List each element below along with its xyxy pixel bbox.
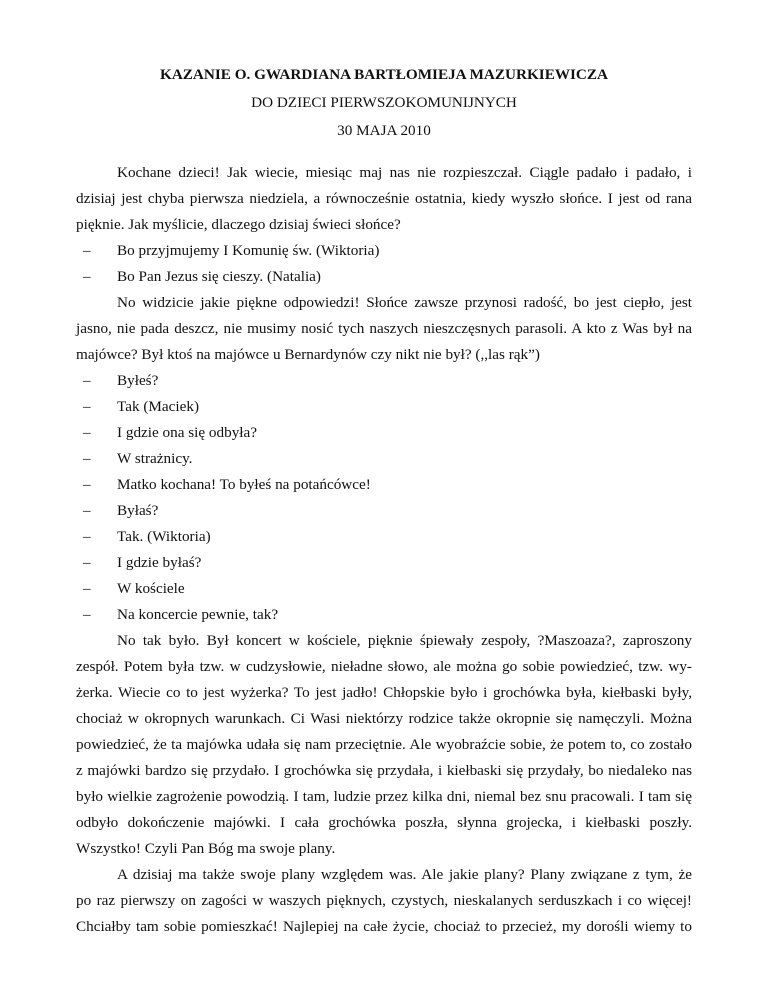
paragraph-line: pięknie. Jak myślicie, dlaczego dzisiaj świeci słońce? (76, 216, 401, 233)
dialogue-line: I gdzie byłaś? (117, 554, 202, 571)
paragraph-line: Chciałby tam sobie pomieszkać! Najlepiej na całe życie, chociaż to przecież, my dorośli wiemy to (76, 918, 692, 935)
paragraph-line: Wszystko! Czyli Pan Bóg ma swoje plany. (76, 840, 336, 857)
sermon-subtitle: DO DZIECI PIERWSZOKOMUNIJNYCH (251, 94, 517, 111)
paragraph-line: chociaż w okropnych warunkach. Ci Wasi niektórzy rodzice także okropnie się namęczyli. Można (76, 710, 692, 727)
dialogue-line: Tak (Maciek) (117, 398, 200, 415)
paragraph-line: jasno, nie pada deszcz, nie musimy nosić tych naszych nieszczęsnych parasoli. A kto z Was był na (76, 320, 692, 337)
paragraph-line: żerka. Wiecie co to jest wyżerka? To jest jadło! Chłopskie było i grochówka była, kiełbaski były, (76, 684, 692, 701)
dialogue-line: Bo Pan Jezus się cieszy. (Natalia) (117, 268, 321, 285)
dialogue-dash: – (83, 372, 91, 389)
dialogue-dash: – (83, 398, 91, 415)
dialogue-line: W kościele (117, 580, 185, 597)
dialogue-dash: – (83, 580, 91, 597)
sermon-date: 30 MAJA 2010 (337, 122, 431, 139)
dialogue-dash: – (83, 424, 91, 441)
dialogue-line: Tak. (Wiktoria) (117, 528, 211, 545)
paragraph-line: powiedzieć, że ta majówka udała się nam przeciętnie. Ale wyobraźcie sobie, że potem to, co zostało (76, 736, 692, 753)
paragraph-line: odbyło dokończenie majówki. I cała grochówka poszła, słynna grojecka, i kiełbaski poszły. (76, 814, 692, 831)
dialogue-dash: – (83, 502, 91, 519)
paragraph-line: No widzicie jakie piękne odpowiedzi! Słońce zawsze przynosi radość, bo jest ciepło, jest (117, 294, 692, 311)
dialogue-dash: – (83, 268, 91, 285)
sermon-title: KAZANIE O. GWARDIANA BARTŁOMIEJA MAZURKIEWICZA (160, 66, 608, 83)
dialogue-line: Byłeś? (117, 372, 159, 389)
paragraph-line: po raz pierwszy on zagości w waszych pięknych, czystych, nieskalanych serduszkach i co więcej! (76, 892, 692, 909)
dialogue-line: W strażnicy. (117, 450, 193, 467)
dialogue-dash: – (83, 528, 91, 545)
paragraph-line: było wielkie zagrożenie powodzią. I tam, ludzie przez kilka dni, niemal bez snu pracowali. I tam się (76, 788, 692, 805)
paragraph-line: majówce? Był ktoś na majówce u Bernardynów czy nikt nie był? (,,las rąk”) (76, 346, 540, 363)
dialogue-dash: – (83, 450, 91, 467)
dialogue-dash: – (83, 476, 91, 493)
paragraph-line: dzisiaj jest chyba pierwsza niedziela, a równocześnie ostatnia, kiedy wyszło słońce. I jest od rana (76, 190, 692, 207)
paragraph-line: zespół. Potem była tzw. w cudzysłowie, nieładne słowo, ale można go sobie powiedzieć, tzw. wy- (76, 658, 692, 675)
dialogue-line: Bo przyjmujemy I Komunię św. (Wiktoria) (117, 242, 380, 259)
dialogue-line: Matko kochana! To byłeś na potańcówce! (117, 476, 371, 493)
paragraph-line: No tak było. Był koncert w kościele, pięknie śpiewały zespoły, ?Maszoaza?, zaproszony (117, 632, 692, 649)
paragraph-line: Kochane dzieci! Jak wiecie, miesiąc maj nas nie rozpieszczał. Ciągle padało i padało, i (117, 164, 692, 181)
dialogue-dash: – (83, 606, 91, 623)
dialogue-dash: – (83, 554, 91, 571)
paragraph-line: A dzisiaj ma także swoje plany względem was. Ale jakie plany? Plany związane z tym, że (117, 866, 692, 883)
dialogue-dash: – (83, 242, 91, 259)
dialogue-line: I gdzie ona się odbyła? (117, 424, 258, 441)
paragraph-line: z majówki bardzo się przydało. I grochówka się przydała, i kiełbaski się przydały, bo niedaleko nas (76, 762, 692, 779)
dialogue-line: Na koncercie pewnie, tak? (117, 606, 279, 623)
dialogue-line: Byłaś? (117, 502, 159, 519)
